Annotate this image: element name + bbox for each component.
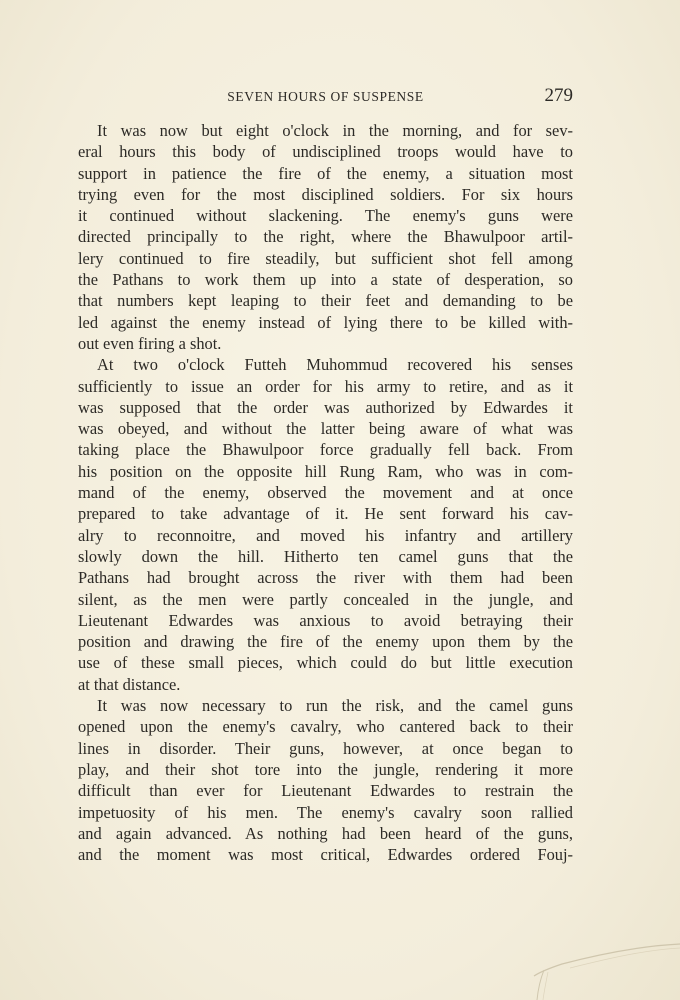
text-line: alry to reconnoitre, and moved his infantry and artillery	[78, 525, 573, 545]
text-line: led against the enemy instead of lying there to be killed with-	[78, 312, 573, 332]
text-line: the Pathans to work them up into a state of desperation, so	[78, 270, 573, 290]
text-line: sufficiently to issue an order for his army to retire, and as it	[78, 376, 573, 396]
text-line: Pathans had brought across the river with them had been	[78, 568, 573, 588]
running-title: SEVEN HOURS OF SUSPENSE	[227, 89, 424, 104]
text-line: silent, as the men were partly concealed in the jungle, and	[78, 589, 573, 609]
text-line: mand of the enemy, observed the movement and at once	[78, 483, 573, 503]
text-line: was supposed that the order was authorized by Edwardes it	[78, 397, 573, 417]
text-line: impetuosity of his men. The enemy's cavalry soon rallied	[78, 802, 573, 822]
text-line: that numbers kept leaping to their feet and demanding to be	[78, 291, 573, 311]
text-line: and again advanced. As nothing had been heard of the guns,	[78, 823, 573, 843]
text-line: It was now necessary to run the risk, and the camel guns	[97, 696, 573, 716]
text-line: eral hours this body of undisciplined troops would have to	[78, 142, 573, 162]
text-line: lines in disorder. Their guns, however, at once began to	[78, 738, 573, 758]
text-line: opened upon the enemy's cavalry, who cantered back to their	[78, 717, 573, 737]
text-line: it continued without slackening. The enemy's guns were	[78, 206, 573, 226]
text-line: trying even for the most disciplined soldiers. For six hours	[78, 184, 573, 204]
body-text	[78, 120, 573, 865]
text-line: lery continued to fire steadily, but sufficient shot fell among	[78, 248, 573, 268]
page-number: 279	[544, 85, 573, 106]
text-line: play, and their shot tore into the jungle, rendering it more	[78, 759, 573, 779]
text-line: out even firing a shot.	[78, 333, 222, 353]
page-crease-mark	[520, 930, 680, 1000]
running-head	[78, 87, 573, 109]
text-line: directed principally to the right, where the Bhawulpoor artil-	[78, 227, 573, 247]
text-line: slowly down the hill. Hitherto ten camel guns that the	[78, 546, 573, 566]
text-line: and the moment was most critical, Edwardes ordered Fouj-	[78, 845, 573, 865]
text-line: At two o'clock Futteh Muhommud recovered his senses	[97, 355, 573, 375]
text-line: It was now but eight o'clock in the morning, and for sev-	[97, 121, 573, 140]
text-line: support in patience the fire of the enemy, a situation most	[78, 163, 573, 183]
text-line: position and drawing the fire of the enemy upon them by the	[78, 632, 573, 652]
text-line: Lieutenant Edwardes was anxious to avoid betraying their	[78, 610, 573, 630]
text-line: use of these small pieces, which could do but little execution	[78, 653, 573, 673]
text-line: prepared to take advantage of it. He sent forward his cav-	[78, 504, 573, 524]
text-line: his position on the opposite hill Rung Ram, who was in com-	[78, 461, 573, 481]
text-line: at that distance.	[78, 674, 181, 694]
text-line: difficult than ever for Lieutenant Edwardes to restrain the	[78, 781, 573, 801]
text-line: taking place the Bhawulpoor force gradually fell back. From	[78, 440, 573, 460]
text-line: was obeyed, and without the latter being aware of what was	[78, 419, 573, 439]
